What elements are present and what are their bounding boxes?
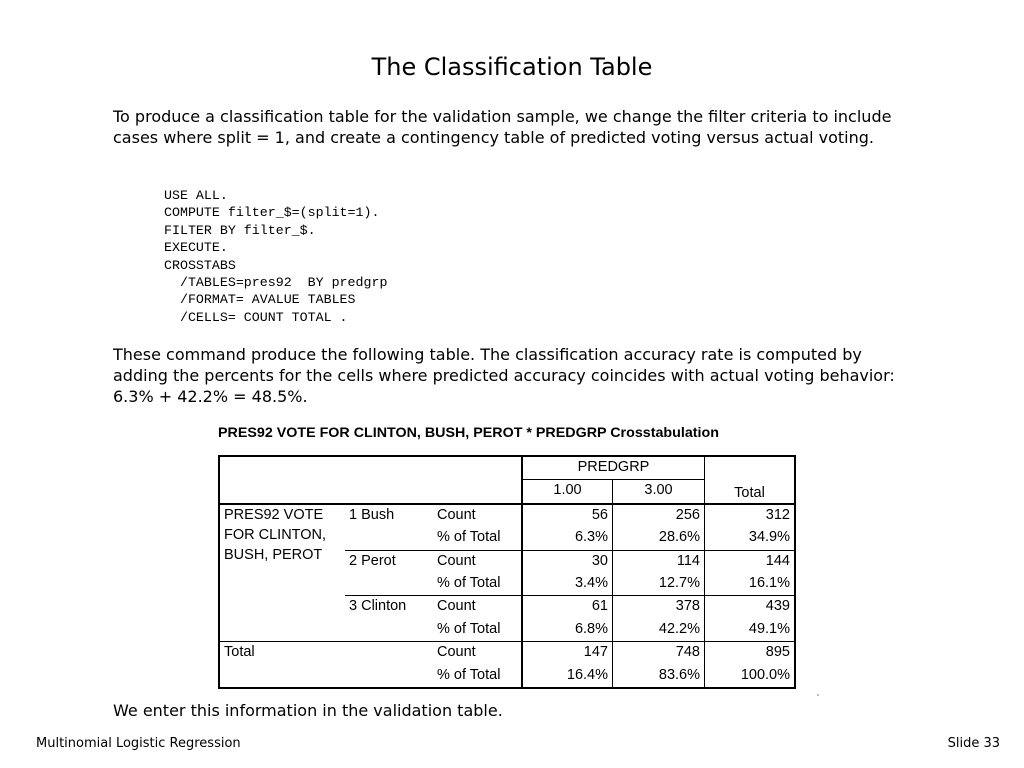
cell-total-1-count: 147: [522, 642, 613, 665]
cell-perot-1-pct: 3.4%: [522, 573, 613, 596]
cell-bush-total-pct: 34.9%: [705, 527, 796, 550]
footer-course-title: Multinomial Logistic Regression: [36, 736, 241, 751]
syntax-code-block: USE ALL. COMPUTE filter_$=(split=1). FILTER BY filter_$. EXECUTE. CROSSTABS /TABLES=pres92 BY predgrp /FORMAT= AVALUE TABLES /CELLS= COUNT TOTAL .: [164, 188, 388, 325]
crosstab-table: [218, 455, 796, 689]
row-variable-label: PRES92 VOTE FOR CLINTON, BUSH, PEROT: [219, 504, 345, 642]
explanation-paragraph: These command produce the following table. The classification accuracy rate is computed by adding the percents for the cells where predicted accuracy coincides with actual voting behavior: 6.3% + 42.2% = 48.5%.: [113, 345, 895, 406]
col-header-2: 3.00: [613, 480, 705, 504]
total-row-label: Total: [219, 642, 433, 688]
crosstab-caption: PRES92 VOTE FOR CLINTON, BUSH, PEROT * PREDGRP Crosstabulation: [218, 424, 719, 440]
cell-perot-total-count: 144: [705, 550, 796, 573]
col-header-1: 1.00: [522, 480, 613, 504]
stat-label: Count: [433, 642, 522, 665]
cell-total-1-pct: 16.4%: [522, 665, 613, 688]
stat-label: % of Total: [437, 620, 501, 637]
cell-grand-total-pct: 100.0%: [705, 665, 796, 688]
stray-dot: [817, 694, 819, 696]
cell-perot-3-count: 114: [613, 550, 705, 573]
cell-clinton-3-count: 378: [613, 596, 705, 619]
stat-label: % of Total: [437, 529, 501, 546]
stat-label: Count: [433, 504, 522, 527]
cell-bush-3-pct: 28.6%: [613, 527, 705, 550]
cell-perot-total-pct: 16.1%: [705, 573, 796, 596]
cell-clinton-1-pct: 6.8%: [522, 619, 613, 642]
header-corner: [219, 456, 522, 504]
row-label-clinton: 3 Clinton: [345, 596, 433, 642]
cell-bush-total-count: 312: [705, 504, 796, 527]
stat-label: % of Total: [437, 666, 501, 683]
cell-bush-1-count: 56: [522, 504, 613, 527]
stat-label: Count: [433, 596, 522, 619]
row-label-bush: 1 Bush: [345, 504, 433, 550]
col-header-total: Total: [705, 456, 796, 504]
footer-slide-number: Slide 33: [947, 736, 1000, 751]
cell-total-3-count: 748: [613, 642, 705, 665]
cell-perot-1-count: 30: [522, 550, 613, 573]
cell-clinton-1-count: 61: [522, 596, 613, 619]
cell-clinton-total-count: 439: [705, 596, 796, 619]
cell-bush-3-count: 256: [613, 504, 705, 527]
row-label-perot: 2 Perot: [345, 550, 433, 596]
cell-perot-3-pct: 12.7%: [613, 573, 705, 596]
cell-bush-1-pct: 6.3%: [522, 527, 613, 550]
cell-grand-total-count: 895: [705, 642, 796, 665]
cell-clinton-total-pct: 49.1%: [705, 619, 796, 642]
slide-title: The Classification Table: [371, 53, 653, 81]
stat-label: Count: [433, 550, 522, 573]
col-group-header: PREDGRP: [522, 456, 705, 480]
closing-paragraph: We enter this information in the validation table.: [113, 701, 503, 720]
intro-paragraph: To produce a classification table for the validation sample, we change the filter criteria to include cases where split = 1, and create a contingency table of predicted voting versus actual voting.: [113, 107, 892, 147]
cell-clinton-3-pct: 42.2%: [613, 619, 705, 642]
stat-label: % of Total: [437, 574, 501, 591]
cell-total-3-pct: 83.6%: [613, 665, 705, 688]
